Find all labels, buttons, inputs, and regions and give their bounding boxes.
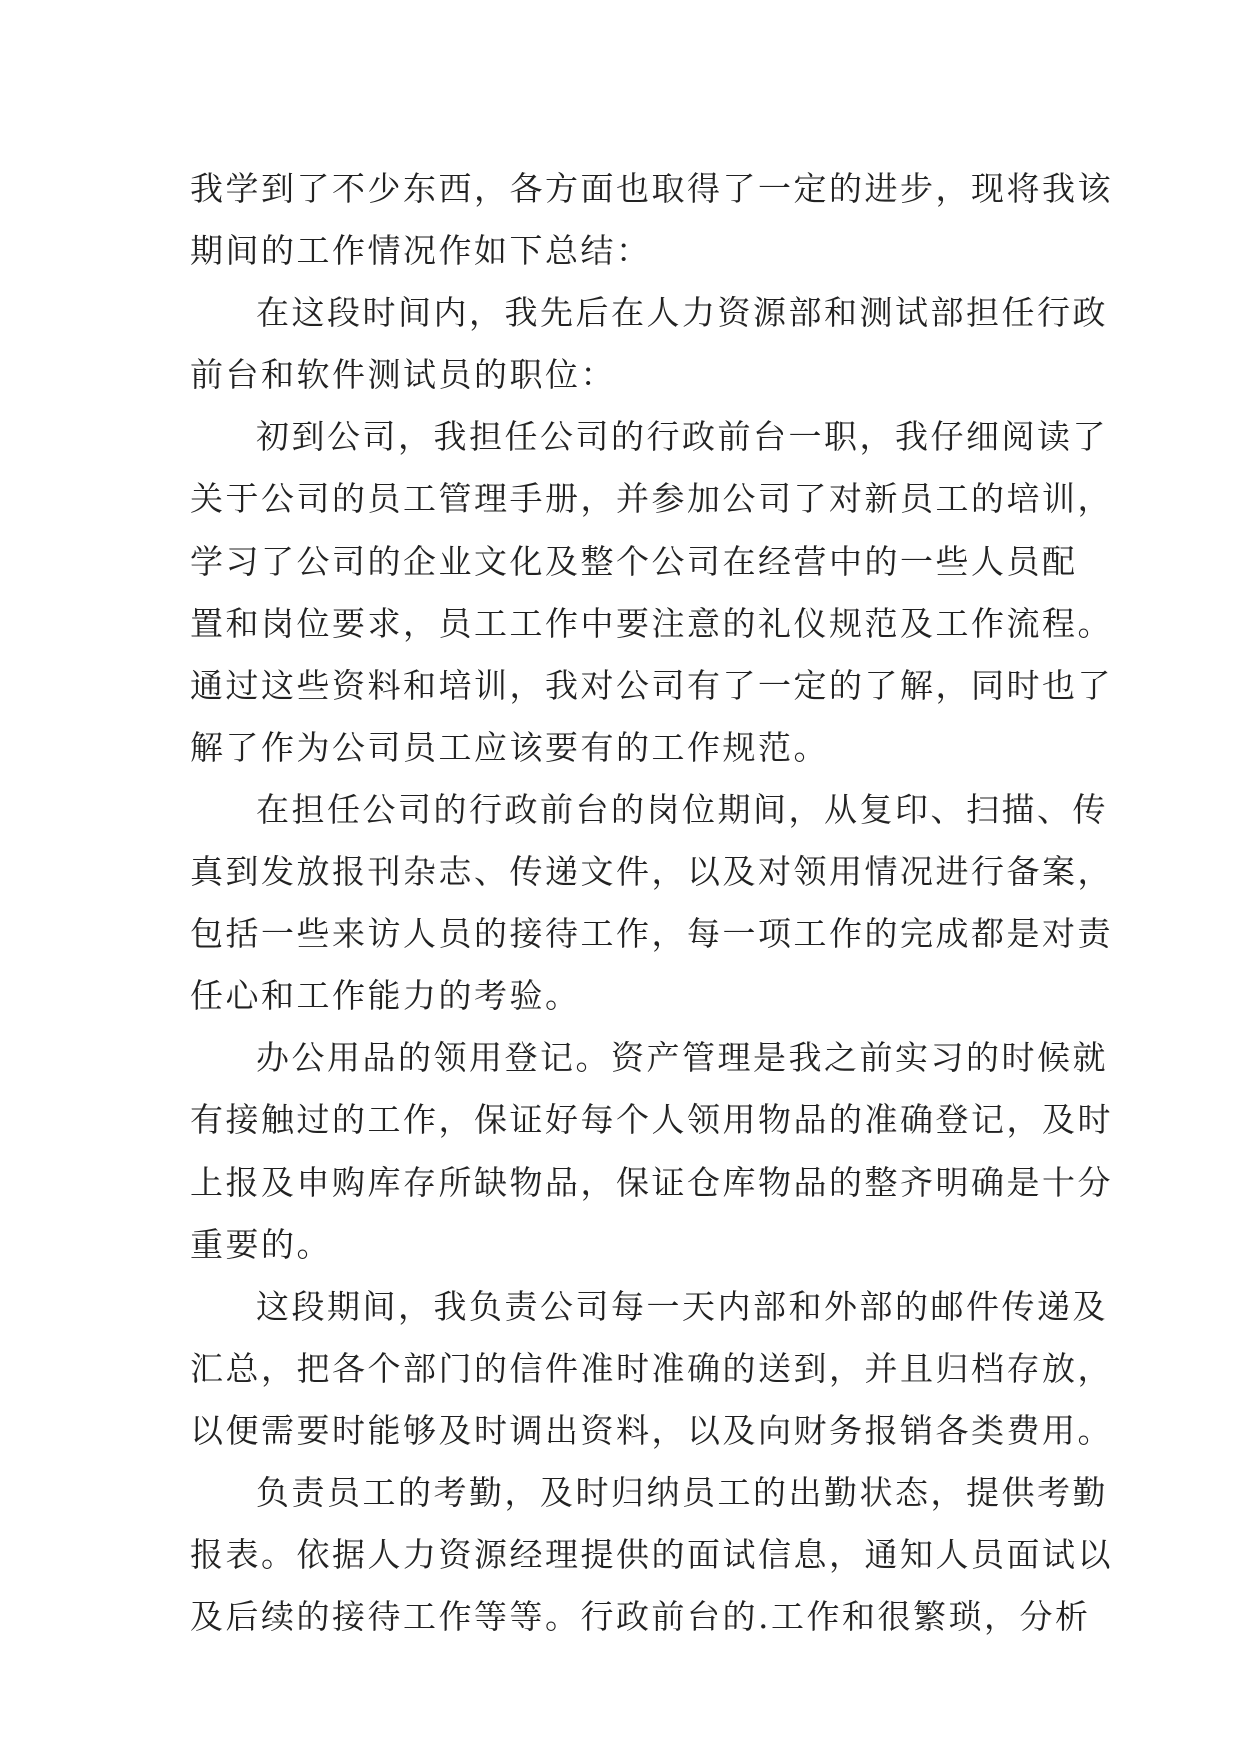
text-line: 有接触过的工作，保证好每个人领用物品的准确登记，及时 [190, 1100, 1113, 1140]
text-line: 及后续的接待工作等等。行政前台的.工作和很繁琐，分析 [190, 1597, 1091, 1637]
text-line: 通过这些资料和培训，我对公司有了一定的了解，同时也了 [190, 665, 1113, 705]
text-line: 我学到了不少东西，各方面也取得了一定的进步，现将我该 [190, 169, 1113, 208]
text-line: 前台和软件测试员的职位： [190, 355, 616, 395]
paragraph-first-line: 初到公司，我担任公司的行政前台一职，我仔细阅读了 [256, 417, 1108, 457]
text-line: 学习了公司的企业文化及整个公司在经营中的一些人员配 [190, 541, 1078, 581]
text-line: 任心和工作能力的考验。 [190, 976, 581, 1016]
text-line: 关于公司的员工管理手册，并参加公司了对新员工的培训， [190, 479, 1113, 519]
text-line: 报表。依据人力资源经理提供的面试信息，通知人员面试以 [190, 1535, 1113, 1575]
text-line: 期间的工作情况作如下总结： [190, 231, 652, 271]
text-line: 重要的。 [190, 1224, 332, 1264]
paragraph-first-line: 负责员工的考勤，及时归纳员工的出勤状态，提供考勤 [256, 1472, 1108, 1512]
text-line: 上报及申购库存所缺物品，保证仓库物品的整齐明确是十分 [190, 1162, 1113, 1202]
text-line: 解了作为公司员工应该要有的工作规范。 [190, 727, 829, 767]
paragraph-first-line: 在这段时间内，我先后在人力资源部和测试部担任行政 [256, 293, 1108, 333]
paragraph-first-line: 这段期间，我负责公司每一天内部和外部的邮件传递及 [256, 1286, 1108, 1326]
paragraph-first-line: 在担任公司的行政前台的岗位期间，从复印、扫描、传 [256, 789, 1108, 829]
text-line: 真到发放报刊杂志、传递文件，以及对领用情况进行备案， [190, 852, 1113, 892]
text-line: 汇总，把各个部门的信件准时准确的送到，并且归档存放， [190, 1348, 1113, 1388]
text-line: 以便需要时能够及时调出资料，以及向财务报销各类费用。 [190, 1410, 1113, 1450]
document-body [190, 158, 1113, 1648]
text-line: 包括一些来访人员的接待工作，每一项工作的完成都是对责 [190, 914, 1113, 954]
paragraph-first-line: 办公用品的领用登记。资产管理是我之前实习的时候就 [256, 1038, 1108, 1078]
text-line: 置和岗位要求，员工工作中要注意的礼仪规范及工作流程。 [190, 603, 1113, 643]
